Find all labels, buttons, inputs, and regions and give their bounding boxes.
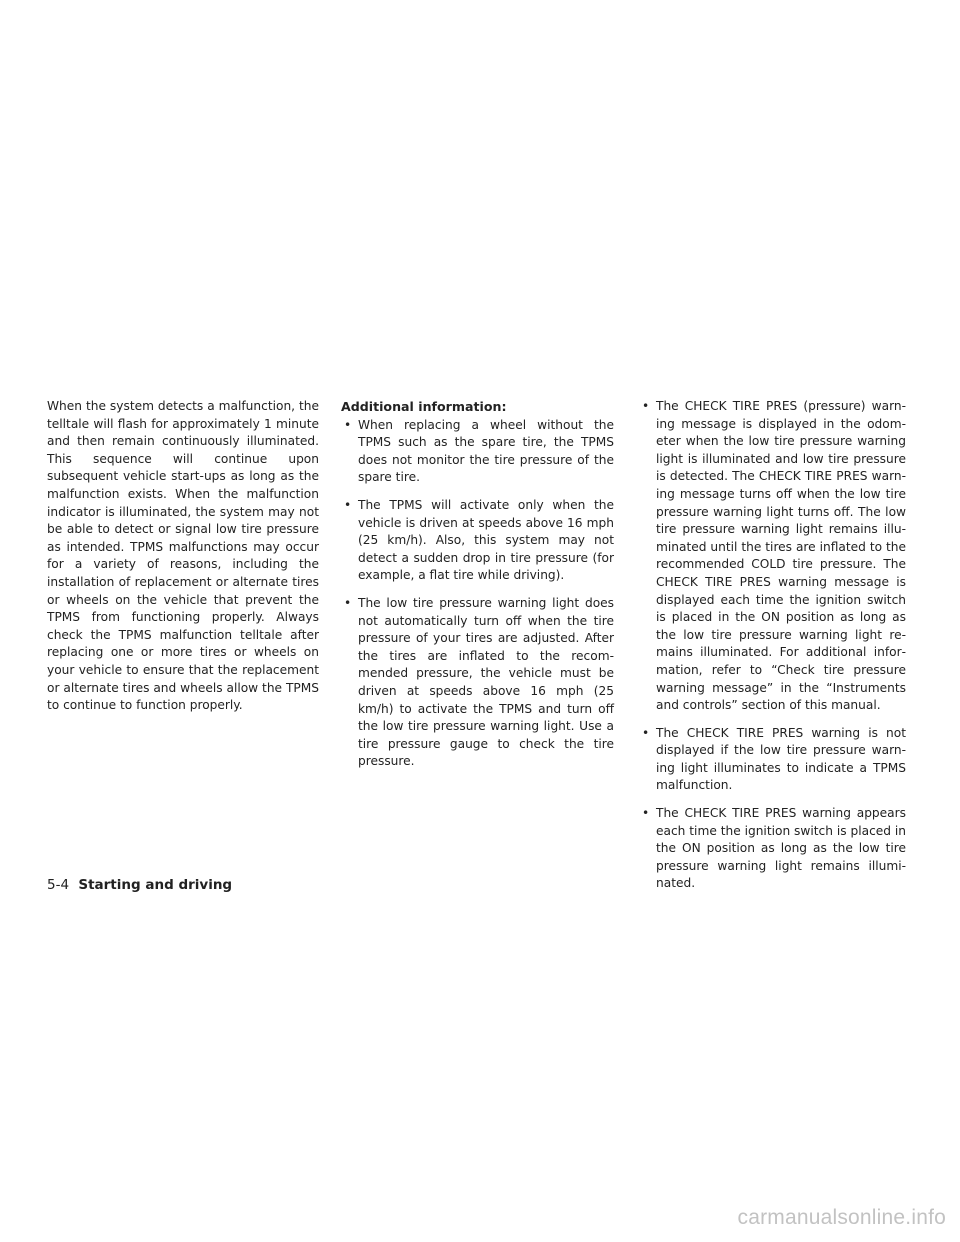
list-item — [639, 725, 906, 795]
bullet-marker: • — [642, 725, 650, 740]
list-item — [639, 805, 906, 893]
page-number: 5-4 — [47, 877, 70, 893]
list-item — [341, 417, 614, 487]
list-item-text: The CHECK TIRE PRES warning appears each time the ignition switch is placed in the ON position as long as the low tire pressure warning light remains illuminated. — [656, 806, 906, 891]
column-left — [47, 398, 319, 715]
list-item-text: The low tire pressure warning light does not automatically turn off when the tire pressure of your tires are adjusted. After the tires are inflated to the recommended pressure, the vehicle must be driven at speeds above 16 mph (25 km/h) to activate the TPMS and turn off the low tire pressure warning light. Use a tire pressure gauge to check the tire pressure. — [358, 595, 614, 769]
list-item — [341, 595, 614, 771]
list-item-text: When replacing a wheel without the TPMS such as the spare tire, the TPMS does not monitor the tire pressure of the spare tire. — [358, 417, 614, 485]
bullet-marker: • — [642, 806, 650, 821]
list-item-text: The TPMS will activate only when the vehicle is driven at speeds above 16 mph (25 km/h). Also, this system may not detect a sudden drop in tire pressure (for example, a flat tire while driving). — [358, 497, 614, 583]
list-item-text: The CHECK TIRE PRES (pressure) warning message is displayed in the odometer when the low tire pressure warning light is illuminated and low tire pressure is detected. The CHECK TIRE PRES warning message turns off when the low tire pressure warning light turns off. The low tire pressure warning light remains illuminated until the tires are inflated to the recommended COLD tire pressure. The CHECK TIRE PRES warning message is displayed each time the ignition switch is placed in the ON position as long as the low tire pressure warning light remains illuminated. For additional information, refer to “Check tire pressure warning message” in the “Instruments and controls” section of this manual. — [656, 399, 906, 713]
additional-information-list — [341, 417, 614, 771]
section-title: Starting and driving — [78, 877, 233, 893]
additional-information-heading: Additional information: — [341, 399, 507, 414]
malfunction-paragraph: When the system detects a malfunction, the telltale will flash for approximately 1 minute and then remain continuously illuminated. This sequence will continue upon subsequent vehicle start-ups as long as the malfunction exists. When the malfunction indicator is illuminated, the system may not be able to detect or signal low tire pressure as intended. TPMS malfunctions may occur for a variety of reasons, including the installation of replacement or alternate tires or wheels on the vehicle that prevent the TPMS from functioning properly. Always check the TPMS malfunction telltale after replacing one or more tires or wheels on your vehicle to ensure that the replacement or alternate tires and wheels allow the TPMS to continue to function properly. — [47, 399, 319, 713]
bullet-marker: • — [344, 417, 352, 432]
bullet-marker: • — [642, 399, 650, 413]
watermark: carmanualsonline.info — [737, 1206, 946, 1229]
check-tire-pres-list — [639, 398, 906, 893]
bullet-marker: • — [344, 497, 352, 512]
page-footer — [47, 876, 232, 894]
list-item-text: The CHECK TIRE PRES warning is not displayed if the low tire pressure warning light illuminates to indicate a TPMS malfunction. — [656, 725, 906, 793]
column-right — [639, 398, 906, 903]
column-middle — [341, 398, 614, 781]
list-item — [639, 398, 906, 715]
bullet-marker: • — [344, 595, 352, 610]
list-item — [341, 497, 614, 585]
